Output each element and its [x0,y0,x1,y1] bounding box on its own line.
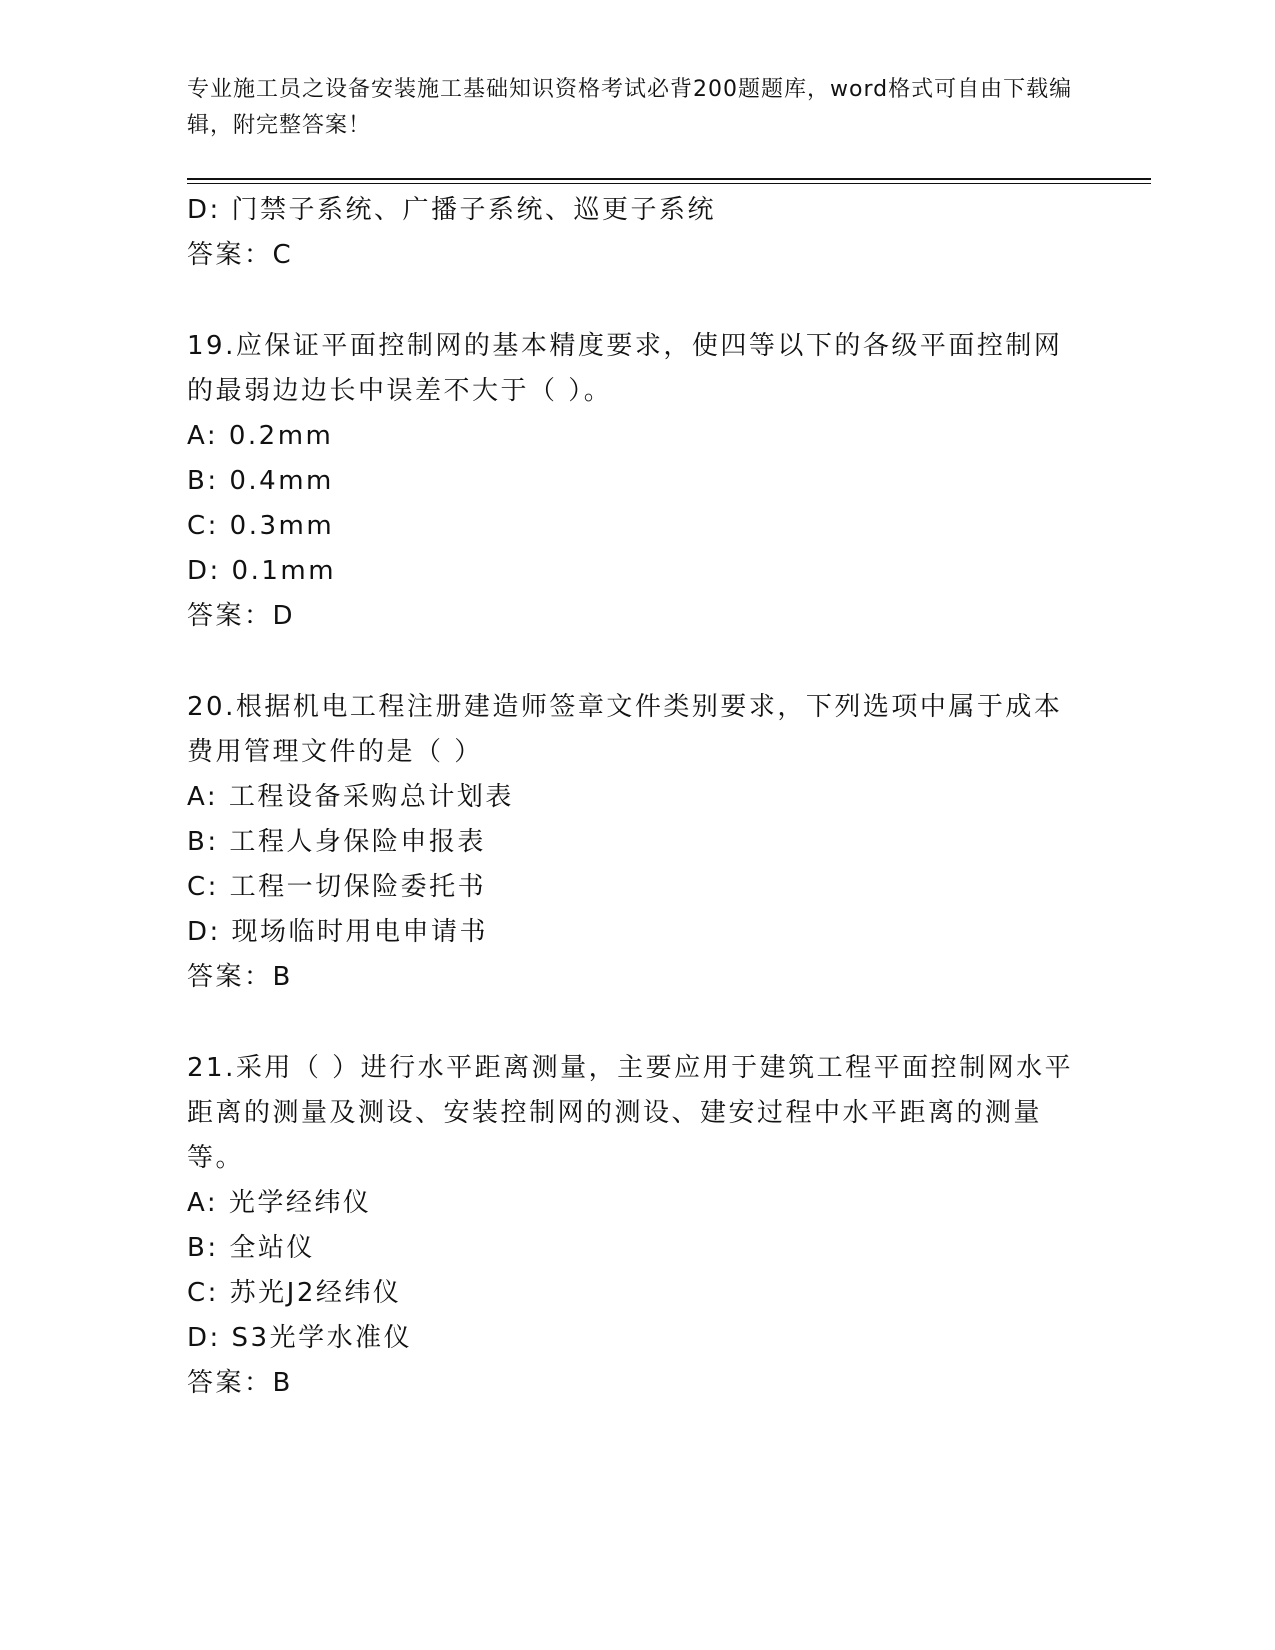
spacer [187,639,1087,685]
header-rule-thick [187,178,1151,180]
option-d: D: S3光学水准仪 [187,1323,413,1353]
answer: 答案：D [187,601,296,631]
option-c: C: 苏光J2经纬仪 [187,1278,402,1308]
carryover-option-d: D: 门禁子系统、广播子系统、巡更子系统 [187,195,717,225]
answer: 答案：B [187,1368,293,1398]
question-21 [187,1046,1087,1406]
answer: 答案：B [187,962,293,992]
question-20 [187,685,1087,1000]
option-b: B: 全站仪 [187,1233,315,1263]
option-a: A: 工程设备采购总计划表 [187,782,514,812]
option-a: A: 光学经纬仪 [187,1188,372,1218]
question-19 [187,324,1087,639]
carryover-answer: 答案：C [187,240,294,270]
option-d: D: 0.1mm [187,556,337,586]
option-a: A: 0.2mm [187,421,334,451]
spacer [187,278,1087,324]
option-c: C: 工程一切保险委托书 [187,872,487,902]
option-b: B: 0.4mm [187,466,334,496]
spacer [187,1000,1087,1046]
option-c: C: 0.3mm [187,511,335,541]
option-b: B: 工程人身保险申报表 [187,827,486,857]
document-body [187,188,1087,1406]
question-stem: 21.采用（ ）进行水平距离测量，主要应用于建筑工程平面控制网水平距离的测量及测设、安装控制网的测设、建安过程中水平距离的测量等。 [187,1053,1074,1173]
question-stem: 20.根据机电工程注册建造师签章文件类别要求，下列选项中属于成本费用管理文件的是（ ） [187,692,1063,767]
option-d: D: 现场临时用电申请书 [187,917,489,947]
question-stem: 19.应保证平面控制网的基本精度要求，使四等以下的各级平面控制网的最弱边边长中误差不大于（ ）。 [187,331,1063,406]
header-rule-thin [187,183,1151,184]
document-header: 专业施工员之设备安装施工基础知识资格考试必背200题题库，word格式可自由下载编辑，附完整答案！ [187,77,1073,138]
